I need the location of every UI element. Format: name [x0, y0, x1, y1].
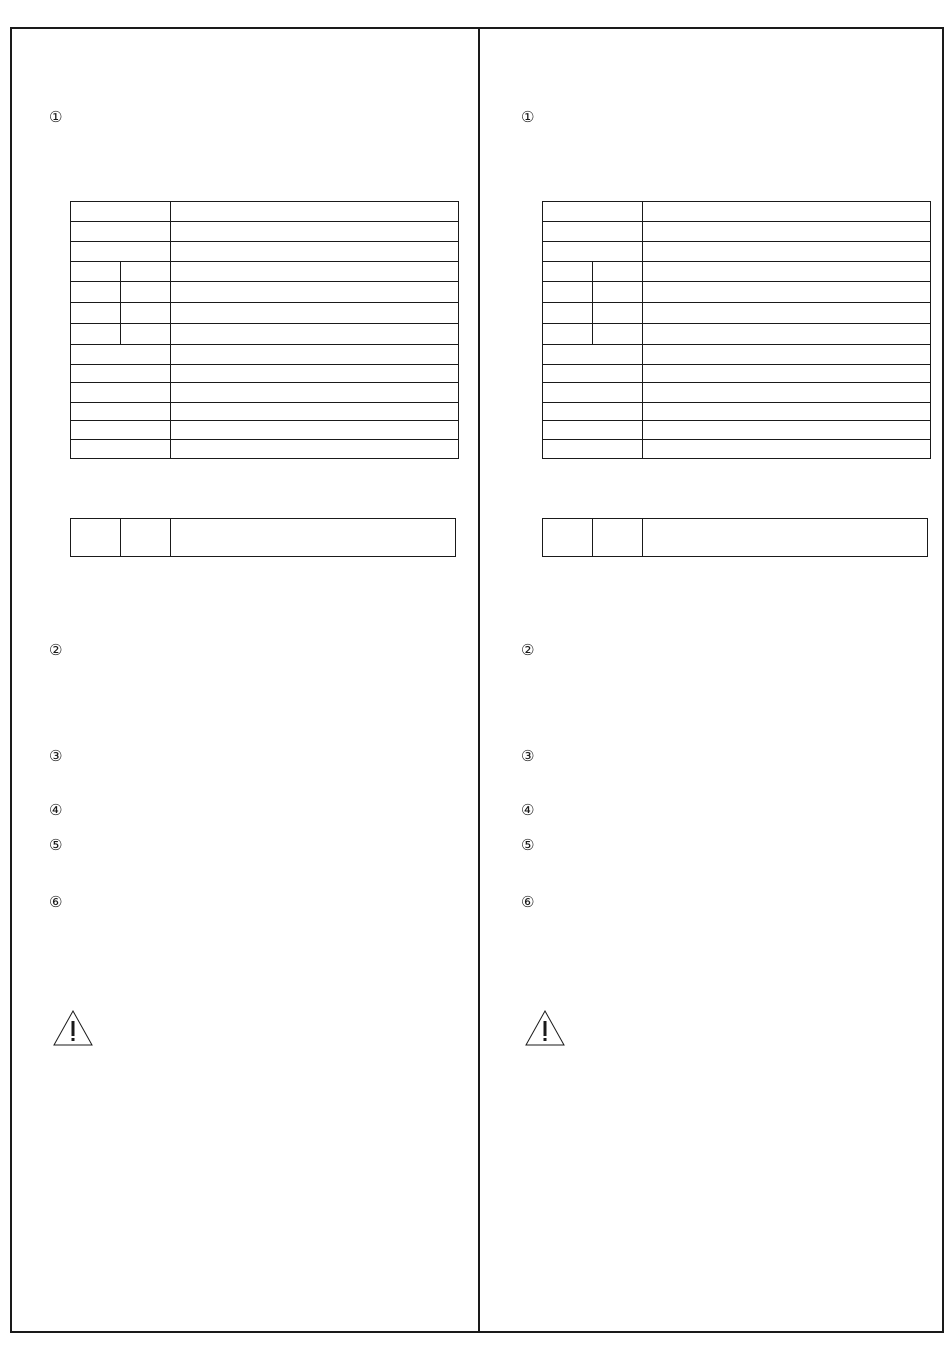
right-column [482, 27, 950, 1333]
column-divider [478, 27, 480, 1333]
left-column [10, 27, 478, 1333]
marker-1: ① [521, 108, 535, 126]
marker-6: ⑥ [521, 893, 535, 911]
marker-4: ④ [49, 801, 63, 819]
marker-6: ⑥ [49, 893, 63, 911]
marker-5: ⑤ [49, 836, 63, 854]
marker-2: ② [49, 641, 63, 659]
spec-table [542, 201, 931, 459]
small-table [70, 518, 456, 557]
marker-4: ④ [521, 801, 535, 819]
marker-2: ② [521, 641, 535, 659]
marker-3: ③ [521, 747, 535, 765]
spec-table [70, 201, 459, 459]
small-table [542, 518, 928, 557]
warning-triangle-icon [525, 1010, 565, 1046]
warning-triangle-icon [53, 1010, 93, 1046]
marker-1: ① [49, 108, 63, 126]
marker-5: ⑤ [521, 836, 535, 854]
marker-3: ③ [49, 747, 63, 765]
